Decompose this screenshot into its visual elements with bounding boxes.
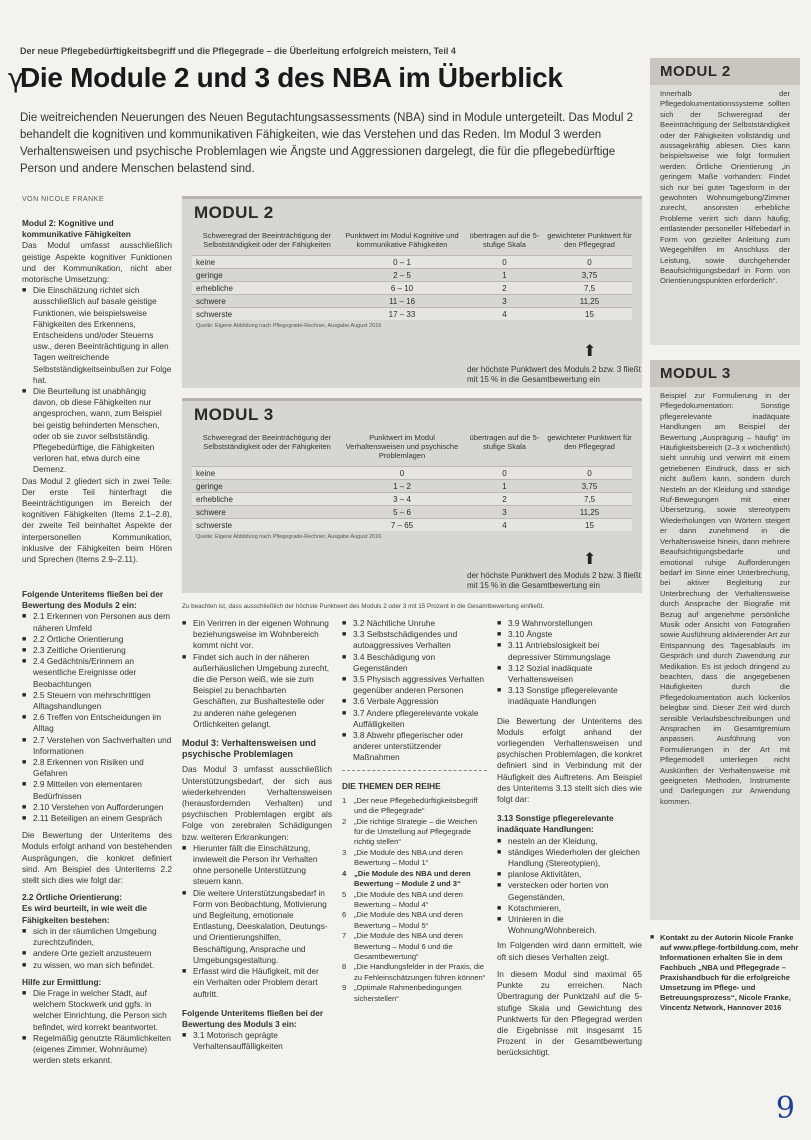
list-item: ■ 3.12 Sozial inadäquate Verhaltensweisen — [497, 663, 642, 685]
list-item: ■ Die Einschätzung richtet sich ausschließlich auf basale geistige Funktionen, wie beispielsweise Fähigkeiten des Erkennens, Entscheidens und/oder Steuerns usw., deren Beeinträchtigung in allen Tagen weitreichende Selbstständigkeitseinbußen zur Folge hat. — [22, 285, 172, 386]
section-heading-modul2: Modul 2: Kognitive und kommunikative Fähigkeiten — [22, 218, 131, 240]
cell: 1 – 2 — [393, 482, 411, 491]
theme-item: 6 „Die Module des NBA und deren Bewertung – Modul 5“ — [342, 910, 463, 930]
paragraph: Das Modul 2 gliedert sich in zwei Teile: Der erste Teil hinterfragt die Beeinträchtigungen im Bereich der kognitiven Fähigkeiten (Items 2.1–2.8), der zweite Teil beinhaltet Aspekte der interpersonellen Kommunikation, inklusive der Fähigkeiten beim Hören und Sprechen (Items 2.9–2.11). — [22, 475, 172, 565]
paragraph: Das Modul 3 umfasst ausschließlich Unterstützungsbedarf, der sich aus wiederkehrenden Verhaltensweisen (herausfordernden Verhalten) und psychischen Problemlagen ergibt als Folge von zerebralen Schädigungen bzw. weiteren Erkrankungen: — [182, 764, 332, 842]
series-line: Der neue Pflegebedürftigkeitsbegriff und die Pflegegrade – die Überleitung erfolgreich meistern, Teil 4 — [20, 46, 456, 56]
table-row — [192, 518, 632, 531]
list-item: ■ 3.6 Verbale Aggression — [342, 696, 487, 707]
list-item: ■ Hierunter fällt die Einschätzung, inwieweit die Person ihr Verhalten ohne personelle Unterstützung steuern kann. — [182, 843, 332, 888]
cell: 15 — [585, 521, 594, 530]
list-item: ■ Urinieren in die Wohnung/Wohnbereich. — [497, 914, 642, 936]
paragraph: Die Bewertung der Unteritems des Moduls erfolgt anhand der vorliegenden Verhaltensweisen und psychischen Problemlagen, die konkret definiert sind in Verbindung mit der Häufigkeit des Auftretens. Am Beispiel des Unteritems 3.13 stellt sich dies wie folgt dar: — [497, 715, 642, 805]
theme-item: 5 „Die Module des NBA und deren Bewertung – Modul 4“ — [342, 889, 463, 909]
table-row — [192, 268, 632, 281]
list-item: ■ Die weitere Unterstützungsbedarf in Form von Beobachtung, Motivierung und Begleitung, emotionale Entlastung, Deeskalation, Deutungs- und Orientierungshilfen, Beschäftigung, Ansprache und Umgebungsgestaltung. — [182, 888, 332, 966]
list-item: ■ 2.11 Beteiligen an einem Gespräch — [22, 813, 172, 824]
cell: 4 — [502, 310, 507, 319]
cell: 1 — [502, 271, 507, 280]
table-row — [192, 492, 632, 505]
table-row — [192, 294, 632, 307]
subheading: Folgende Unteritems fließen bei der Bewertung des Moduls 2 ein: — [22, 589, 164, 611]
intro-text: Die weitreichenden Neuerungen des Neuen Begutachtungsassessments (NBA) sind in Module untergeteilt. Das Modul 2 behandelt die kognitiven und kommunikativen Fähigkeiten, wie das Verstehen und das Reden. Im Modul 3 werden Verhaltensweisen und psychische Problemlagen wie Ängste und Aggressionen dargelegt, die für die pflegebedürftige Person und andere Menschen belastend sind. — [20, 112, 634, 175]
column-header: Schweregrad der Beeinträchtigung der Selbstständigkeit oder der Fähigkeiten — [202, 433, 332, 451]
list-item: ■ 3.5 Physisch aggressives Verhalten gegenüber anderen Personen — [342, 674, 487, 696]
cell: keine — [196, 258, 216, 267]
modul2-note: der höchste Punktwert des Moduls 2 bzw. 3 fließt mit 15 % in die Gesamtbewertung ein — [467, 365, 641, 384]
cell: geringe — [196, 482, 223, 491]
cell: 0 — [587, 469, 592, 478]
list-item: ■ Findet sich auch in der näheren außerhäuslichen Umgebung zurecht, die die Person weiß, wie sie zum Beispiel zu benachbarten Geschäften, zur Bushaltestelle oder zu anderen nahe gelegenen Örtlichkeiten gelangt. — [182, 652, 332, 730]
list-item: ■ ständiges Wiederholen der gleichen Handlung (Stereotypien), — [497, 847, 642, 869]
modul3-note: der höchste Punktwert des Moduls 2 bzw. 3 fließt mit 15 % in die Gesamtbewertung ein — [467, 571, 641, 590]
table-caption: Zu beachten ist, dass ausschließlich der höchste Punktwert des Moduls 2 oder 3 mit 15 Prozent in die Gesamtbewertung einfließt. — [182, 603, 545, 610]
left-column — [22, 214, 172, 565]
list-item: ■ verstecken oder horten von Gegenständen, — [497, 880, 642, 902]
sidebar-text: Innerhalb der Pflegedokumentationssysteme sollten sich der Schweregrad der Beeinträchtigung der Selbstständigkeit oder der Fähigkeiten vollständig und aussagekräftig ablesen. Dies kann beispielsweise wie folgt formuliert werden: Örtliche Orientierung „in geringem Maße vorhanden: Findet sich nur bei guter Tagesform in der gewohnten Wohnumgebung/Zimmer zurecht, ansonsten erhebliche Probleme verirrt sich dann häufig; entlastender personeller Hilfebedarf in Form von gezielter Anleitung zum Wegegehilfen im Anschluss der Leistung, sowie durchgehender Beaufsichtigungsbedarf in Form von Orientierungspunkten erforderlich“. — [660, 89, 790, 286]
list-item: ■ zu wissen, wo man sich befindet. — [22, 960, 172, 971]
modul3-table-box — [182, 398, 642, 593]
cell: 3,75 — [581, 271, 598, 280]
cell: 7 – 65 — [390, 521, 414, 530]
list-item: ■ 3.4 Beschädigung von Gegenständen — [342, 652, 487, 674]
cell: schwere — [196, 297, 226, 306]
cell: geringe — [196, 271, 223, 280]
byline: VON NICOLE FRANKE — [22, 196, 105, 203]
cell: 11,25 — [579, 508, 600, 517]
cell: 3 — [502, 508, 507, 517]
cell: 0 — [502, 258, 507, 267]
cell: 15 — [585, 310, 594, 319]
column-header: übertragen auf die 5-stufige Skala — [469, 231, 540, 249]
sidebar-title: MODUL 2 — [650, 58, 800, 85]
theme-item: 7 „Die Module des NBA und deren Bewertung – Modul 6 und die Gesamtbewertung“ — [342, 931, 463, 961]
list-item: ■ Erfasst wird die Häufigkeit, mit der ein Verhalten oder Problem derart auftritt. — [182, 966, 332, 1000]
list-item: ■ 3.8 Abwehr pflegerischer oder anderer unterstützender Maßnahmen — [342, 730, 487, 764]
cell: 2 — [502, 495, 507, 504]
list-item: ■ 3.10 Ängste — [497, 629, 642, 640]
cell: 2 – 5 — [393, 271, 411, 280]
table-source: Quelle: Eigene Abbildung nach Pflegegrade-Rechner, Ausgabe August 2016 — [196, 323, 382, 329]
list-item: ■ 3.3 Selbstschädigendes und autoaggressives Verhalten — [342, 629, 487, 651]
table-row — [192, 255, 632, 268]
arrow-up-icon: ⬆ — [583, 551, 597, 568]
list-item: ■ 3.9 Wahnvorstellungen — [497, 618, 642, 629]
cell: schwerste — [196, 521, 233, 530]
cell: 0 — [502, 469, 507, 478]
list-item: ■ sich in der räumlichen Umgebung zurechtzufinden, — [22, 926, 172, 948]
column-header: Punktwert im Modul Kognitive und kommunikative Fähigkeiten — [345, 231, 459, 249]
cell: 3,75 — [581, 482, 598, 491]
author-contact: ■ Kontakt zu der Autorin Nicole Franke auf www.pflege-fortbildung.com, mehr Informationen erhalten Sie in dem Fachbuch „NBA und Pflegegrade – Praxishandbuch für die erfolgreiche Umsetzung im Pflege- und Betreuungsprozess“, Nicole Franke, Vincentz Network, Hannover 2016 — [650, 933, 800, 1013]
list-item: ■ Die Frage in welcher Stadt, auf welchem Stockwerk und ggfs. in welcher Einrichtung, die Person sich befindet, wird korrekt beantwortet. — [22, 988, 172, 1033]
sidebar-title: MODUL 3 — [650, 360, 800, 387]
cell: 7,5 — [583, 495, 596, 504]
subheading: Folgende Unteritems fließen bei der Bewertung des Moduls 3 ein: — [182, 1007, 324, 1029]
handwritten-mark: γ — [8, 64, 24, 94]
table-row — [192, 479, 632, 492]
cell: 2 — [502, 284, 507, 293]
paragraph: Die Bewertung der Unteritems des Moduls erfolgt anhand von bestehenden Ausprägungen, die konkret definiert sind. Am Beispiel des Unteritems 2.2 stellt sich dies wie folgt dar: — [22, 830, 172, 886]
list-item: ■ 2.1 Erkennen von Personen aus dem näheren Umfeld — [22, 611, 172, 633]
column-header: gewichteter Punktwert für den Pflegegrad — [547, 433, 632, 451]
subheading: 2.2 Örtliche Orientierung: — [22, 892, 123, 903]
column-header: übertragen auf die 5-stufige Skala — [469, 433, 540, 451]
list-item: ■ 2.3 Zeitliche Orientierung — [22, 645, 172, 656]
modul2-table — [192, 227, 632, 320]
headline: Die Module 2 und 3 des NBA im Überblick — [20, 62, 563, 93]
theme-item: 9 „Optimale Rahmenbedingungen sicherstellen“ — [342, 983, 462, 1003]
table-row — [192, 307, 632, 320]
modul2-title: MODUL 2 — [194, 203, 274, 222]
cell: schwerste — [196, 310, 233, 319]
theme-item: 4 „Die Module des NBA und deren Bewertung – Module 2 und 3“ — [342, 868, 471, 889]
subheading: Hilfe zur Ermittlung: — [22, 976, 102, 987]
list-item: ■ 2.10 Verstehen von Aufforderungen — [22, 802, 172, 813]
cell: 0 — [399, 469, 405, 478]
arrow-up-icon: ⬆ — [583, 343, 597, 360]
cell: 3 — [502, 297, 507, 306]
middle-column — [182, 618, 332, 1053]
list-item: ■ 3.1 Motorisch geprägte Verhaltensauffälligkeiten — [182, 1030, 332, 1052]
cell: 0 – 1 — [393, 258, 411, 267]
cell: 11 – 16 — [388, 297, 416, 306]
cell: keine — [196, 469, 216, 478]
list-item: ■ 2.5 Steuern von mehrschrittigen Alltagshandlungen — [22, 690, 172, 712]
modul3-title: MODUL 3 — [194, 405, 274, 424]
list-item: ■ nesteln an der Kleidung, — [497, 836, 642, 847]
list-item: ■ 3.11 Antriebslosigkeit bei depressiver Stimmungslage — [497, 640, 642, 662]
list-item: ■ Ein Verirren in der eigenen Wohnung beziehungsweise im Wohnbereich kommt nicht vor. — [182, 618, 332, 652]
middle-column-2 — [342, 618, 487, 1004]
sidebar-modul2 — [650, 58, 800, 345]
cell: 3 – 4 — [393, 495, 411, 504]
cell: 17 – 33 — [388, 310, 416, 319]
theme-item: 1 „Der neue Pflegebedürftigkeitsbegriff und die Pflegegrade“ — [342, 795, 478, 816]
cell: 4 — [502, 521, 507, 530]
cell: 5 – 6 — [393, 508, 411, 517]
table-header — [192, 227, 632, 255]
subheading: Es wird beurteilt, in wie weit die Fähigkeiten bestehen: — [22, 903, 147, 925]
paragraph: Das Modul umfasst ausschließlich geistige Aspekte kognitiver Funktionen und der Kommunikation, nicht aber motorische Umsetzung: — [22, 240, 172, 285]
cell: 1 — [502, 482, 507, 491]
table-source: Quelle: Eigene Abbildung nach Pflegegrade-Rechner, Ausgabe August 2016 — [196, 534, 382, 540]
column-header: Punktwert im Modul Verhaltensweisen und psychische Problemlagen — [345, 433, 459, 460]
sidebar-modul3 — [650, 360, 800, 920]
list-item: ■ Kotschmieren, — [497, 903, 642, 914]
sidebar-text: Beispiel zur Formulierung in der Pflegedokumentation: Sonstige pflegerelevante inadäquate Handlungen am Beispiel der Bewertung „Ausprägung – häufig“ im Häufigkeitsbereich (2–3 x wöchentlich) sieht unruhig und verwirrt mit einem getriebenen Eindruck, dass er sich nicht äußern kann, sondern durch Nesteln an der Kleidung und ständige Ruf-Bewegungen mit einer Übersetzung, sowie stereotypem Wiederholungen von Wörtern steigert er dann zunehmend in die Verhaltensweise hinein, dann mehrere Beaufsichtigungsbedarfe und emotional ruhige Aufforderungen bedarf im Sinne einer Unterbrechung, bei aktiver Begleitung zur Unterbrechung der Verhaltensweise durch Ansprache der Biografie mit Bezug auf angenehme persönliche Musik oder Ansicht von Fotografien sowie Ausführung aktivierender Art zur Entspannung des Tagesablaufs im Gespräch und durch Zuwendung zur Medikation. Es ist jedoch dringend zu beachten, dass die angegebenen Häufigkeiten durch die Pflegedokumentation auch lückenlos belegbar sind. Dieser Zeit wird durch sensible Verlaufsbeschreibungen und Ansprachen im Gesamtgremium anpassen. Ausführung von Formulierungen in der Art mit Pflegemodell unterliegen nicht Auskünften der Verhaltensweise mit geeigneten Methoden, Instrumente und Darlegungen zur Anwendung kommen. — [660, 391, 791, 806]
subheading: 3.13 Sonstige pflegerelevante inadäquate Handlungen: — [497, 813, 614, 835]
theme-item: 2 „Die richtige Strategie – die Weichen für die Umstellung auf Pflegegrade richtig stellen“ — [342, 816, 478, 847]
list-item: ■ andere Orte gezielt anzusteuern — [22, 948, 172, 959]
list-item: ■ 2.9 Mitteilen von elementaren Bedürfnissen — [22, 779, 172, 801]
list-item: ■ planlose Aktivitäten, — [497, 869, 642, 880]
cell: 7,5 — [583, 284, 596, 293]
list-item: ■ Die Beurteilung ist unabhängig davon, ob diese Fähigkeiten nur angesprochen, wann, zum Beispiel bei geistig behinderten Menschen, oder ob sie zuvor selbstständig. Pflegebedürftige, die Fähigkeiten verloren hat, etwa durch eine Demenz. — [22, 386, 172, 476]
modul3-table — [192, 429, 632, 531]
table-header — [192, 429, 632, 466]
paragraph: Im Folgenden wird dann ermittelt, wie oft sich dieses Verhalten zeigt. — [497, 940, 642, 962]
list-item: ■ 3.13 Sonstige pflegerelevante inadäquate Handlungen — [497, 685, 642, 707]
themes-box — [342, 770, 487, 1004]
list-item: ■ 2.8 Erkennen von Risiken und Gefahren — [22, 757, 172, 779]
theme-item: 8 „Die Handlungsfelder in der Praxis, die zu Fehleinschätzungen führen können“ — [342, 962, 486, 982]
section-heading-modul3: Modul 3: Verhaltensweisen und psychische Problemlagen — [182, 738, 317, 760]
list-item: ■ 3.7 Andere pflegerelevante vokale Auffälligkeiten — [342, 708, 487, 730]
table-row — [192, 466, 632, 479]
list-item: ■ 3.2 Nächtliche Unruhe — [342, 618, 487, 629]
modul2-table-box — [182, 196, 642, 388]
cell: erhebliche — [196, 495, 233, 504]
cell: 11,25 — [579, 297, 600, 306]
column-header: gewichteter Punktwert für den Pflegegrad — [547, 231, 632, 249]
list-item: ■ Regelmäßig genutzte Räumlichkeiten (eigenes Zimmer, Wohnräume) werden stets erkannt. — [22, 1033, 172, 1067]
list-item: ■ 2.7 Verstehen von Sachverhalten und Informationen — [22, 735, 172, 757]
column-header: Schweregrad der Beeinträchtigung der Selbstständigkeit oder der Fähigkeiten — [202, 231, 332, 249]
list-item: ■ 2.6 Treffen von Entscheidungen im Alltag — [22, 712, 172, 734]
paragraph: In diesem Modul sind maximal 65 Punkte zu erreichen. Nach Übertragung der Punktzahl auf die 5-stufige Skala und Gewichtung des Punktwerts für den Pflegegrad werden die Ergebnisse mit insgesamt 15 Prozent in der Gesamtbewertung berücksichtigt. — [497, 968, 642, 1058]
cell: erhebliche — [196, 284, 233, 293]
table-row — [192, 281, 632, 294]
list-item: ■ 2.4 Gedächtnis/Erinnern an wesentliche Ereignisse oder Beobachtungen — [22, 656, 172, 690]
list-item: ■ 2.2 Örtliche Orientierung — [22, 634, 172, 645]
cell: schwere — [196, 508, 226, 517]
themes-title: DIE THEMEN DER REIHE — [342, 780, 441, 791]
right-text-column — [497, 618, 642, 1059]
left-column-lower — [22, 585, 172, 1066]
table-row — [192, 505, 632, 518]
page-number: 9 — [775, 1091, 795, 1126]
cell: 6 – 10 — [390, 284, 414, 293]
cell: 0 — [587, 258, 592, 267]
theme-item: 3 „Die Module des NBA und deren Bewertung – Modul 1“ — [342, 847, 463, 868]
